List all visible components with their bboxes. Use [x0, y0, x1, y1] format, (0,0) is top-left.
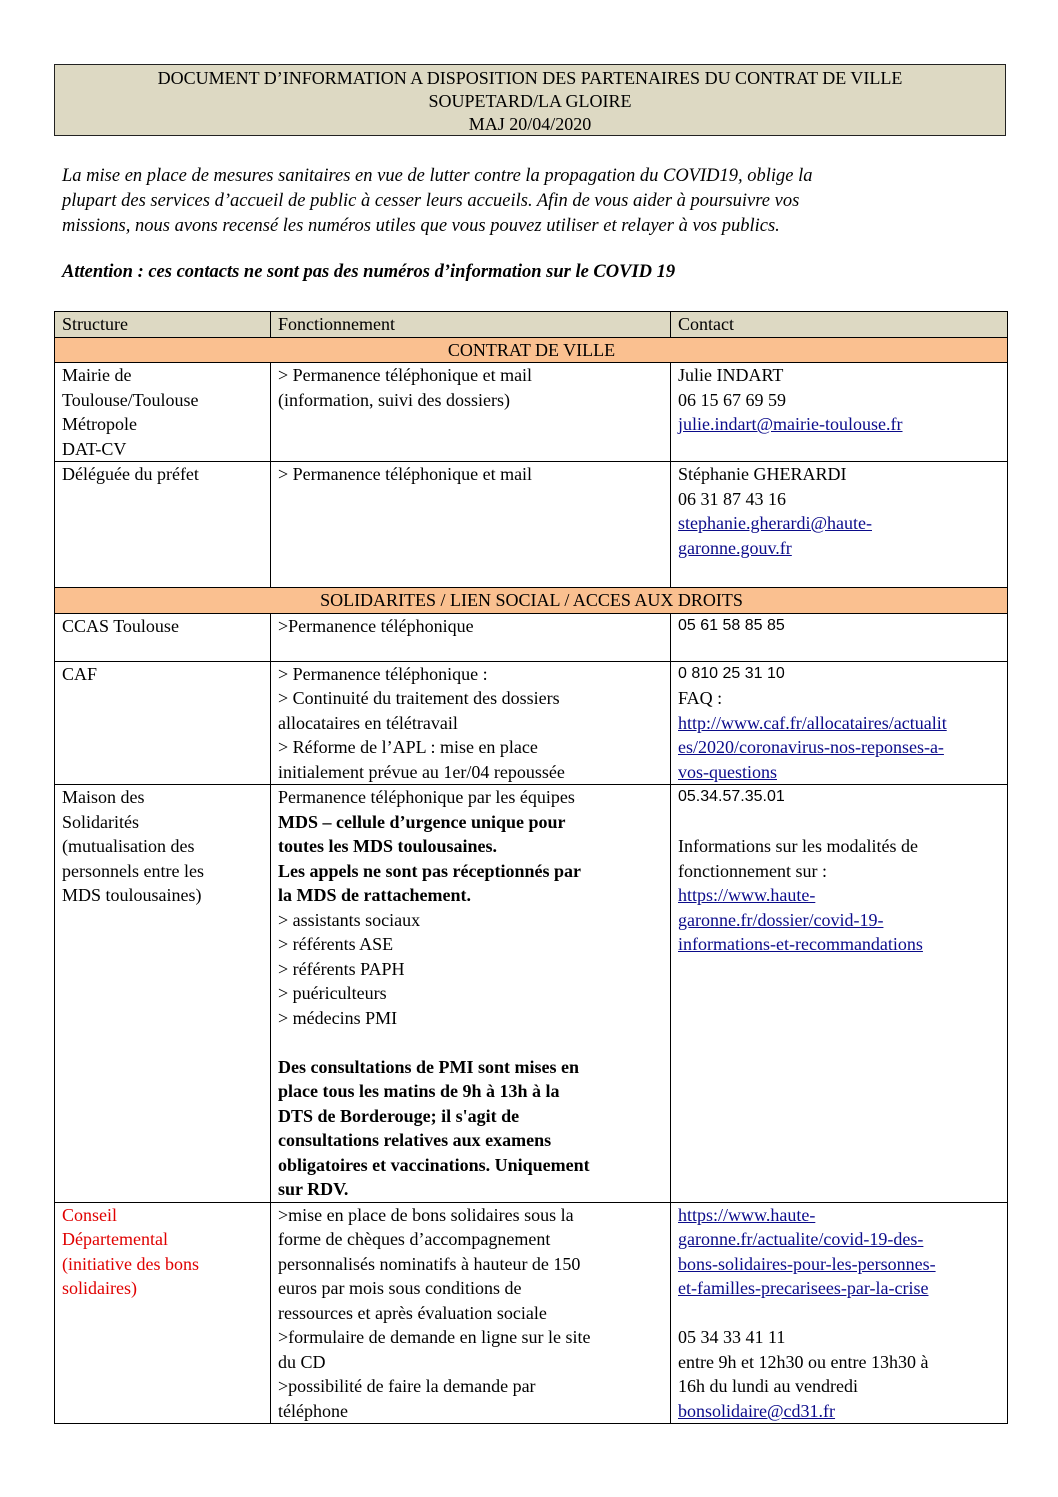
- structure-line: DAT-CV: [62, 438, 127, 459]
- contact-phone: 05.34.57.35.01: [678, 788, 785, 805]
- structure-line: CAF: [62, 663, 98, 684]
- fonctionnement-line: allocataires en télétravail: [278, 712, 458, 733]
- intro-paragraph: [62, 164, 982, 239]
- fonctionnement-line: MDS – cellule d’urgence unique pour: [278, 811, 566, 832]
- contact-cell: [671, 1202, 1008, 1424]
- structure-line: Conseil: [62, 1204, 118, 1225]
- structure-cell: [55, 1202, 271, 1424]
- structure-line: Métropole: [62, 414, 137, 434]
- fonctionnement-cell: [271, 462, 671, 588]
- fonctionnement-line: > assistants sociaux: [278, 909, 421, 930]
- fonctionnement-line: Permanence téléphonique par les équipes: [278, 787, 575, 807]
- fonctionnement-line: > Permanence téléphonique et mail: [278, 365, 533, 385]
- contacts-table: [54, 311, 1008, 1424]
- table-row: [55, 661, 1008, 785]
- fonctionnement-line: (information, suivi des dossiers): [278, 389, 510, 410]
- structure-line: Mairie de: [62, 365, 132, 385]
- structure-cell: [55, 613, 271, 661]
- fonctionnement-line: téléphone: [278, 1400, 348, 1421]
- structure-line: (mutualisation des: [62, 836, 195, 856]
- fonctionnement-line: > médecins PMI: [278, 1007, 398, 1028]
- structure-line: Départemental: [62, 1229, 168, 1249]
- contact-cell: [671, 613, 1008, 661]
- hours-line: 16h du lundi au vendredi: [678, 1376, 858, 1396]
- structure-line: Solidarités: [62, 811, 139, 832]
- contact-cell: [671, 661, 1008, 785]
- fonctionnement-line: >formulaire de demande en ligne sur le site: [278, 1327, 591, 1347]
- structure-cell: [55, 785, 271, 1203]
- update-date: MAJ 20/04/2020: [468, 114, 592, 134]
- fonctionnement-line: >possibilité de faire la demande par: [278, 1376, 536, 1396]
- contact-phone: 06 31 87 43 16: [678, 488, 786, 509]
- contact-cell: [671, 462, 1008, 588]
- contact-email-link[interactable]: julie.indart@mairie-toulouse.fr: [678, 414, 903, 434]
- table-row: [55, 1202, 1008, 1424]
- spacer: [678, 810, 1001, 835]
- intro-line: La mise en place de mesures sanitaires en vue de lutter contre la propagation du COVID19, oblige la: [62, 166, 813, 186]
- link-line: stephanie.gherardi@haute-: [678, 513, 872, 533]
- contact-phone: 0 810 25 31 10: [678, 664, 785, 682]
- link-line: http://www.caf.fr/allocataires/actualit: [678, 712, 947, 733]
- fonctionnement-line: > Continuité du traitement des dossiers: [278, 688, 560, 708]
- structure-cell: [55, 363, 271, 462]
- fonctionnement-cell: [271, 363, 671, 462]
- fonctionnement-cell: [271, 1202, 671, 1424]
- section-title: SOLIDARITES / LIEN SOCIAL / ACCES AUX DROITS: [55, 588, 1008, 614]
- structure-line: solidaires): [62, 1278, 137, 1298]
- contact-phone: 05 61 58 85 85: [678, 616, 785, 634]
- fonctionnement-line: > référents PAPH: [278, 958, 405, 979]
- structure-line: Maison des: [62, 787, 145, 807]
- structure-line: (initiative des bons: [62, 1253, 199, 1274]
- structure-line: CCAS Toulouse: [62, 615, 179, 636]
- document-subtitle: SOUPETARD/LA GLOIRE: [428, 91, 632, 111]
- fonctionnement-line: > Réforme de l’APL : mise en place: [278, 737, 538, 757]
- structure-line: Toulouse/Toulouse: [62, 389, 199, 410]
- column-header-structure: Structure: [55, 312, 271, 338]
- link-line: informations-et-recommandations: [678, 934, 923, 954]
- fonctionnement-line: du CD: [278, 1351, 326, 1372]
- attention-notice: Attention : ces contacts ne sont pas des numéros d’information sur le COVID 19: [62, 262, 676, 282]
- faq-link[interactable]: [678, 711, 1001, 785]
- contact-email-link[interactable]: bonsolidaire@cd31.fr: [678, 1400, 836, 1421]
- intro-line: missions, nous avons recensé les numéros utiles que vous pouvez utiliser et relayer à vos publics.: [62, 216, 780, 236]
- pmi-note-line: place tous les matins de 9h à 13h à la: [278, 1081, 560, 1101]
- link-line: https://www.haute-: [678, 1204, 816, 1225]
- fonctionnement-line: > Permanence téléphonique :: [278, 663, 488, 684]
- intro-line: plupart des services d’accueil de public à cesser leurs accueils. Afin de vous aider à poursuivre vos: [62, 191, 800, 211]
- section-row-contrat-de-ville: [55, 337, 1008, 363]
- fonctionnement-line: > Permanence téléphonique et mail: [278, 464, 533, 484]
- contact-name: Stéphanie GHERARDI: [678, 464, 847, 484]
- contact-cell: [671, 363, 1008, 462]
- link-line: garonne.fr/actualite/covid-19-des-: [678, 1229, 924, 1249]
- section-title: CONTRAT DE VILLE: [55, 337, 1008, 363]
- link-line: garonne.fr/dossier/covid-19-: [678, 909, 884, 930]
- link-line: vos-questions: [678, 761, 777, 782]
- link-line: es/2020/coronavirus-nos-reponses-a-: [678, 737, 944, 757]
- fonctionnement-cell: [271, 785, 671, 1203]
- pmi-note-line: Des consultations de PMI sont mises en: [278, 1056, 580, 1077]
- pmi-note-line: sur RDV.: [278, 1179, 349, 1199]
- structure-line: Déléguée du préfet: [62, 464, 199, 484]
- contact-phone: 05 34 33 41 11: [678, 1327, 786, 1347]
- table-row: [55, 363, 1008, 462]
- fonctionnement-cell: [271, 613, 671, 661]
- contact-name: Julie INDART: [678, 365, 784, 385]
- spacer: [678, 1301, 1001, 1326]
- fonctionnement-line: forme de chèques d’accompagnement: [278, 1229, 551, 1249]
- structure-cell: [55, 462, 271, 588]
- info-link[interactable]: [678, 883, 1001, 957]
- link-line: https://www.haute-: [678, 885, 816, 905]
- spacer: [278, 1030, 664, 1055]
- fonctionnement-line: Les appels ne sont pas réceptionnés par: [278, 860, 582, 881]
- fonctionnement-line: initialement prévue au 1er/04 repoussée: [278, 761, 565, 782]
- table-row: [55, 462, 1008, 588]
- contact-phone: 06 15 67 69 59: [678, 389, 786, 410]
- table-header-row: [55, 312, 1008, 338]
- bons-solidaires-link[interactable]: [678, 1203, 1001, 1301]
- contact-cell: [671, 785, 1008, 1203]
- fonctionnement-line: >mise en place de bons solidaires sous la: [278, 1204, 574, 1225]
- table-row: [55, 613, 1008, 661]
- pmi-note-line: obligatoires et vaccinations. Uniquement: [278, 1154, 590, 1175]
- column-header-fonctionnement: Fonctionnement: [271, 312, 671, 338]
- fonctionnement-line: euros par mois sous conditions de: [278, 1278, 522, 1298]
- section-row-solidarites: [55, 588, 1008, 614]
- structure-line: personnels entre les: [62, 860, 204, 881]
- column-header-contact: Contact: [671, 312, 1008, 338]
- fonctionnement-line: la MDS de rattachement.: [278, 885, 471, 905]
- fonctionnement-line: ressources et après évaluation sociale: [278, 1302, 547, 1323]
- faq-label: FAQ :: [678, 688, 723, 708]
- link-line: et-familles-precarisees-par-la-crise: [678, 1278, 929, 1298]
- structure-line: MDS toulousaines): [62, 885, 202, 905]
- pmi-note-line: DTS de Borderouge; il s'agit de: [278, 1105, 520, 1126]
- info-line: Informations sur les modalités de: [678, 836, 918, 856]
- fonctionnement-line: > référents ASE: [278, 934, 394, 954]
- info-line: fonctionnement sur :: [678, 860, 827, 881]
- contact-email-link[interactable]: [678, 511, 1001, 560]
- fonctionnement-line: > puériculteurs: [278, 983, 387, 1003]
- fonctionnement-line: >Permanence téléphonique: [278, 615, 474, 636]
- fonctionnement-cell: [271, 661, 671, 785]
- link-line: bons-solidaires-pour-les-personnes-: [678, 1253, 936, 1274]
- link-line: garonne.gouv.fr: [678, 537, 792, 558]
- structure-cell: [55, 661, 271, 785]
- document-title: DOCUMENT D’INFORMATION A DISPOSITION DES PARTENAIRES DU CONTRAT DE VILLE: [157, 68, 903, 88]
- pmi-note-line: consultations relatives aux examens: [278, 1130, 552, 1150]
- fonctionnement-line: toutes les MDS toulousaines.: [278, 836, 498, 856]
- fonctionnement-line: personnalisés nominatifs à hauteur de 150: [278, 1253, 581, 1274]
- document-title-box: [54, 64, 1006, 136]
- table-row: [55, 785, 1008, 1203]
- hours-line: entre 9h et 12h30 ou entre 13h30 à: [678, 1351, 929, 1372]
